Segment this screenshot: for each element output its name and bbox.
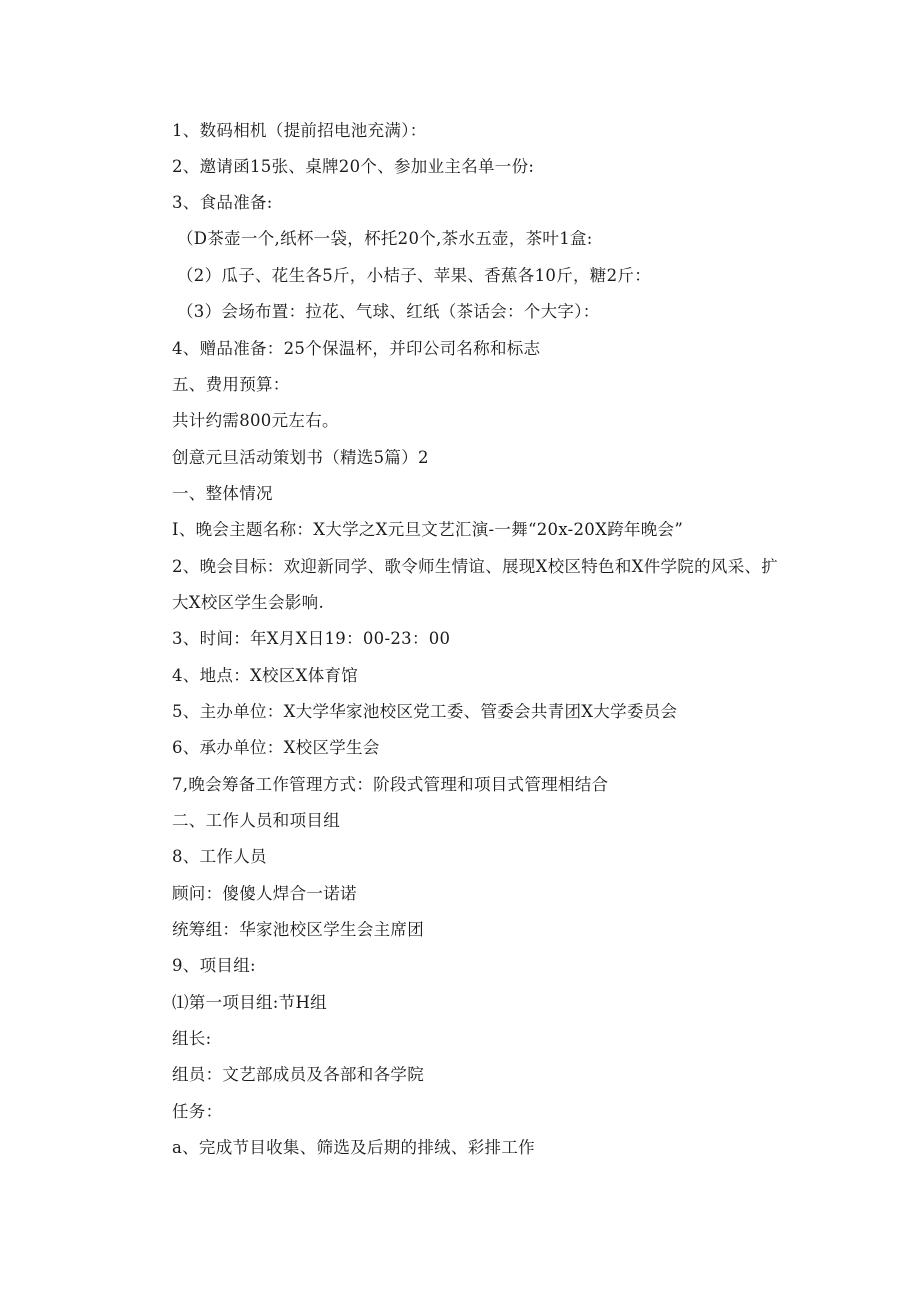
sub-item-first-group: ⑴第一项目组:节H组 bbox=[172, 993, 327, 1012]
list-item-management: 7,晚会筹备工作管理方式：阶段式管理和项目式管理相结合 bbox=[172, 775, 609, 794]
paragraph-tasks: 任务： bbox=[172, 1102, 223, 1121]
paragraph-members: 组员：文艺部成员及各部和各学院 bbox=[172, 1065, 424, 1084]
list-item-project-groups: 9、项目组: bbox=[172, 956, 256, 975]
list-item-time: 3、时间：年X月X日19：00-23：00 bbox=[172, 629, 451, 648]
list-item-organizer: 6、承办单位：X校区学生会 bbox=[172, 738, 380, 757]
section-heading-overview: 一、整体情况 bbox=[172, 484, 273, 503]
paragraph-budget-total: 共计约需800元左右。 bbox=[172, 411, 339, 430]
paragraph-advisor: 顾问：傻傻人焊合一诺诺 bbox=[172, 884, 357, 903]
list-item-task-a: a、完成节目收集、筛选及后期的排绒、彩排工作 bbox=[172, 1138, 535, 1157]
sub-item-snacks: （2）瓜子、花生各5斤，小桔子、苹果、香蕉各10斤，糖2斤： bbox=[177, 266, 651, 285]
list-item-food-prep: 3、食品准备: bbox=[172, 193, 273, 212]
list-item-goals: 2、晚会目标：欢迎新同学、歌令师生情谊、展现X校区特色和X件学院的风采、扩 bbox=[172, 557, 779, 576]
paragraph-leader: 组长: bbox=[172, 1029, 212, 1048]
list-item-gifts: 4、赠品准备：25个保温杯，并印公司名称和标志 bbox=[172, 339, 541, 358]
list-item-staff: 8、工作人员 bbox=[172, 847, 267, 866]
sub-item-venue-decor: （3）会场布置：拉花、气球、红纸（茶话会：个大字）： bbox=[177, 302, 600, 321]
list-item-invitations: 2、邀请函15张、桌牌20个、参加业主名单一份: bbox=[172, 157, 535, 176]
section-heading-budget: 五、费用预算： bbox=[172, 375, 290, 394]
list-item-goals-continued: 大X校区学生会影响. bbox=[172, 593, 324, 612]
list-item-location: 4、地点：X校区X体育馆 bbox=[172, 666, 359, 685]
list-item-camera: 1、数码相机（提前招电池充满）： bbox=[172, 121, 427, 140]
section-heading-staff: 二、工作人员和项目组 bbox=[172, 811, 340, 830]
list-item-theme: I、晚会主题名称：X大学之X元旦文艺汇演-一舞“20x-20X跨年晚会” bbox=[172, 520, 684, 539]
list-item-host: 5、主办单位：X大学华家池校区党工委、管委会共青团X大学委员会 bbox=[172, 702, 678, 721]
document-subtitle: 创意元旦活动策划书（精选5篇）2 bbox=[172, 448, 429, 467]
sub-item-tea: （D茶壶一个,纸杯一袋，杯托20个,茶水五壶，茶叶1盒: bbox=[177, 229, 593, 248]
paragraph-coordination: 统筹组：华家池校区学生会主席团 bbox=[172, 920, 424, 939]
